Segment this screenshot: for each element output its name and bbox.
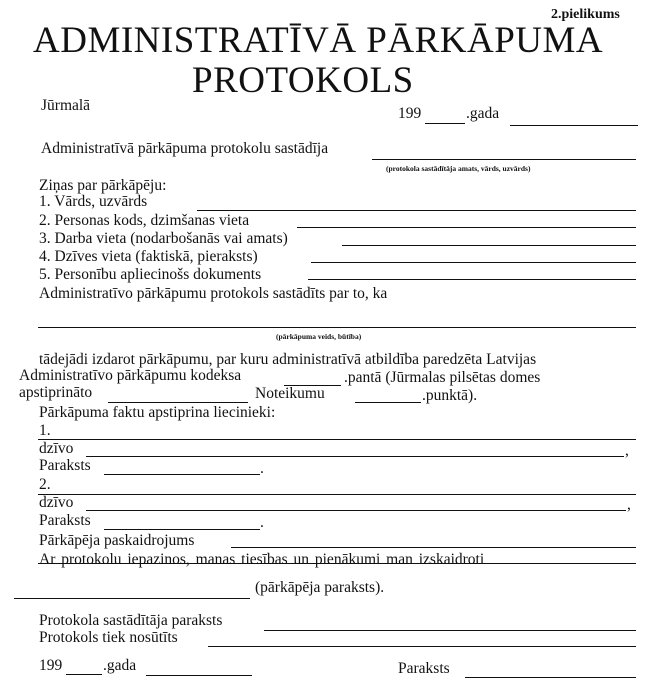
explanation-label: Pārkāpēja paskaidrojums (39, 532, 195, 549)
acknowledgement-statement: Ar protokolu iepazinos, manas tiesības un pienākumi man izskaidroti (39, 551, 485, 568)
year-suffix: .gada (466, 105, 500, 122)
date-field[interactable] (510, 125, 638, 126)
personal-code-field[interactable] (297, 227, 636, 228)
document-subtitle: PROTOKOLS (192, 60, 414, 101)
offender-item-personal-code: 2. Personas kods, dzimšanas vieta (39, 212, 250, 229)
witness-1-signature-label: Paraksts (39, 457, 91, 474)
year-field[interactable] (425, 123, 465, 124)
witness-1-number: 1. (39, 422, 51, 439)
point-field[interactable] (355, 402, 421, 403)
offender-item-residence: 4. Dzīves vieta (faktiskā, pieraksts) (39, 248, 258, 265)
year-prefix: 199 (398, 105, 422, 122)
compiler-hint: (protokola sastādītāja amats, vārds, uzvārds) (386, 164, 531, 173)
compiler-signature-label: Protokola sastādītāja paraksts (39, 612, 223, 629)
name-field[interactable] (197, 210, 636, 211)
approved-by-field[interactable] (108, 402, 248, 403)
violation-paragraph-line3c: .punktā). (422, 387, 478, 404)
violation-field[interactable] (38, 327, 636, 328)
witness-2-lives-label: dzīvo (39, 494, 74, 511)
footer-date-field[interactable] (146, 675, 252, 676)
offender-heading: Ziņas par pārkāpēju: (39, 177, 167, 194)
violation-paragraph-line1: tādejādi izdarot pārkāpumu, par kuru administratīvā atbildība paredzēta Latvijas (39, 351, 537, 368)
violation-paragraph-line3a: apstiprināto (19, 384, 93, 401)
residence-field[interactable] (311, 262, 636, 263)
period: . (260, 514, 264, 531)
offender-item-id-document: 5. Personību apliecinošs dokuments (39, 266, 262, 283)
offender-signature-hint: (pārkāpēja paraksts). (255, 579, 385, 596)
violation-paragraph-line3b: Noteikumu (255, 385, 325, 402)
footer-year-field[interactable] (66, 674, 102, 675)
witness-1-address-field[interactable] (86, 456, 624, 457)
witness-2-signature-label: Paraksts (39, 512, 91, 529)
footer-signature-label: Paraksts (398, 660, 450, 677)
footer-year-suffix: .gada (103, 657, 137, 674)
witness-2-number: 2. (39, 476, 51, 493)
violation-paragraph-line2b: .pantā (Jūrmalas pilsētas domes (344, 369, 541, 386)
witness-2-name-field[interactable] (38, 494, 636, 495)
offender-item-name: 1. Vārds, uzvārds (39, 193, 148, 210)
sent-to-label: Protokols tiek nosūtīts (39, 629, 178, 646)
offender-signature-field[interactable] (14, 598, 250, 599)
witness-2-address-field[interactable] (86, 510, 626, 511)
violation-label: Administratīvo pārkāpumu protokols sastādīts par to, ka (39, 285, 388, 302)
place-label: Jūrmalā (41, 97, 91, 114)
violation-hint: (pārkāpuma veids, būtība) (276, 332, 362, 341)
witness-1-lives-label: dzīvo (39, 440, 74, 457)
violation-paragraph-line2a: Administratīvo pārkāpumu kodeksa (19, 367, 242, 384)
compiler-signature-field[interactable] (264, 630, 636, 631)
comma: , (627, 496, 631, 513)
sent-to-field[interactable] (208, 646, 636, 647)
id-document-field[interactable] (308, 279, 636, 280)
period: . (260, 460, 264, 477)
workplace-field[interactable] (342, 245, 636, 246)
offender-item-workplace: 3. Darba vieta (nodarbošanās vai amats) (39, 230, 288, 247)
footer-year-prefix: 199 (39, 657, 63, 674)
appendix-label: 2.pielikums (551, 7, 620, 22)
witness-1-signature-field[interactable] (104, 474, 260, 475)
compiler-field[interactable] (372, 159, 636, 160)
witnesses-heading: Pārkāpuma faktu apstiprina liecinieki: (39, 404, 276, 421)
comma: , (625, 442, 629, 459)
footer-signature-field[interactable] (465, 677, 636, 678)
explanation-field[interactable] (231, 547, 636, 548)
witness-2-signature-field[interactable] (104, 529, 260, 530)
document-title: ADMINISTRATĪVĀ PĀRKĀPUMA (33, 20, 604, 61)
compiler-label: Administratīvā pārkāpuma protokolu sastādīja (41, 140, 329, 157)
witness-1-name-field[interactable] (38, 439, 636, 440)
